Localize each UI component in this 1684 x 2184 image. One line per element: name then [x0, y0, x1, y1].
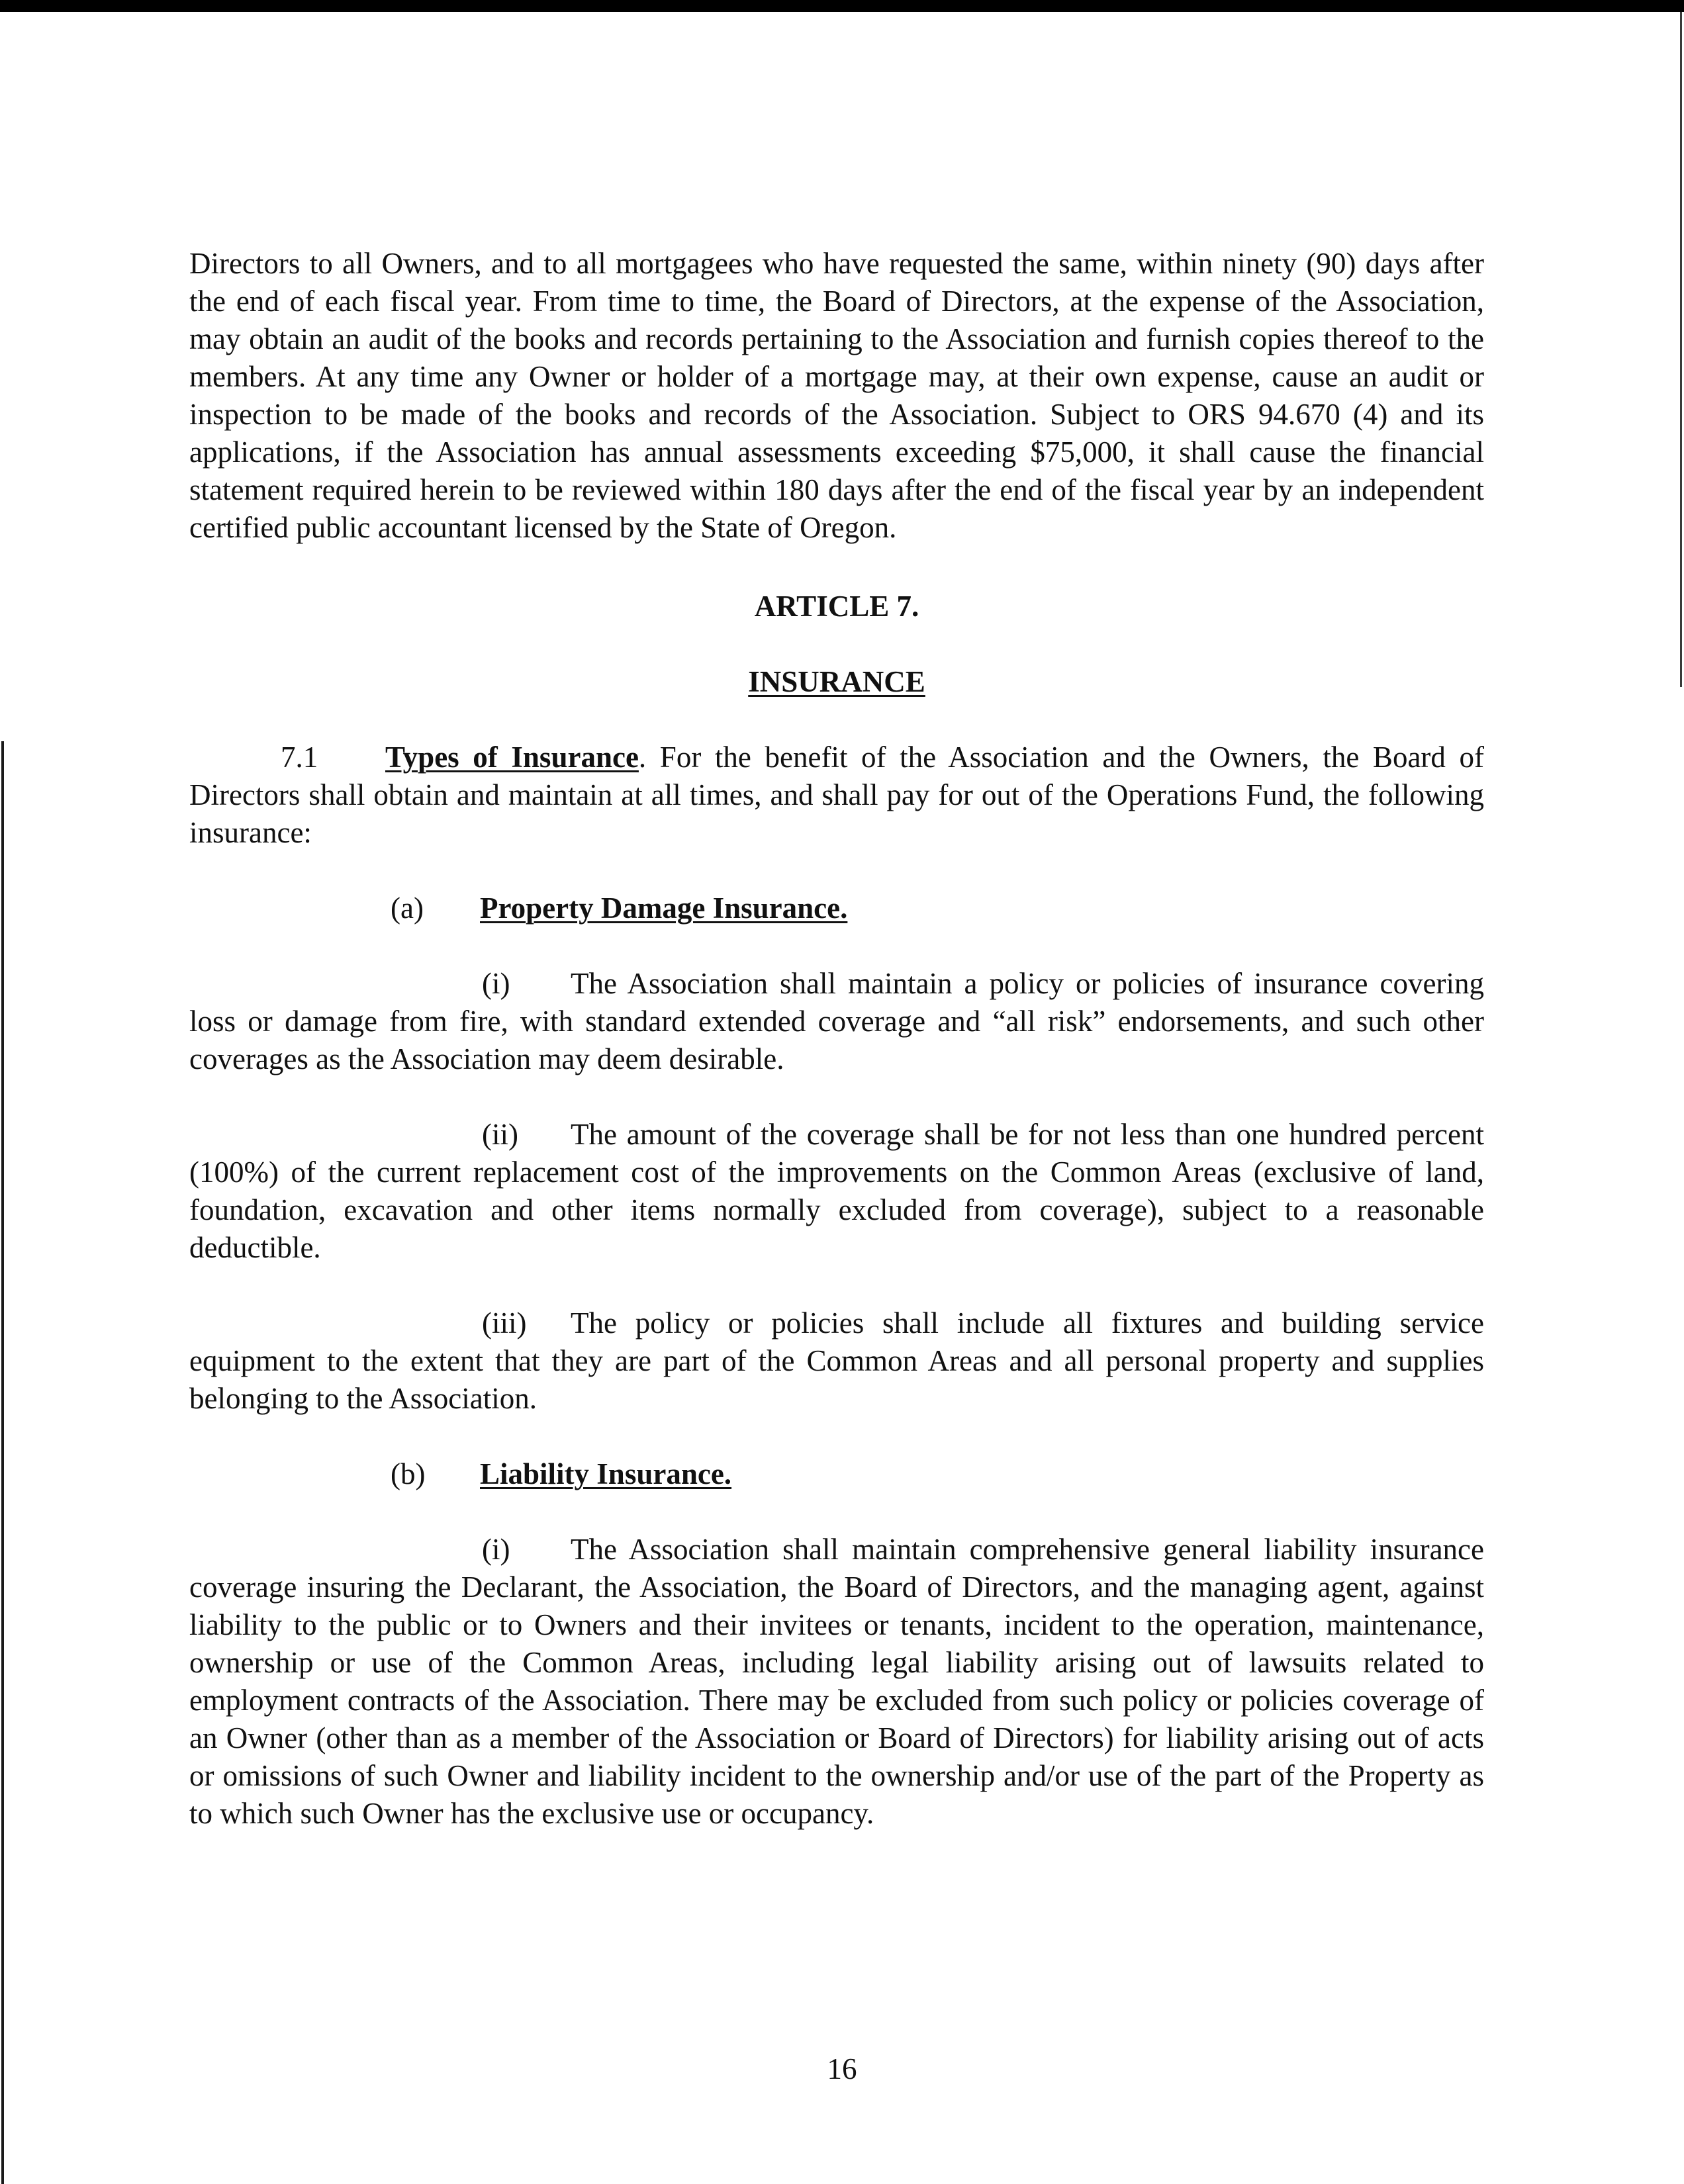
subsection-a-heading [391, 889, 1484, 927]
section-heading: Types of Insurance [385, 741, 639, 774]
section-number: 7.1 [281, 741, 318, 774]
subsection-a-item-i [189, 965, 1484, 1078]
item-text: The Association shall maintain a policy or policies of insurance covering loss or damage from fire, with standard extended coverage and “all risk” endorsements, and such other coverages as the Association may deem desirable. [189, 967, 1484, 1075]
item-label: (iii) [482, 1306, 527, 1340]
item-text: The amount of the coverage shall be for not less than one hundred percent (100%) of the current replacement cost of the improvements on the Common Areas (exclusive of land, foundation, excavation and other items normally excluded from coverage), subject to a reasonable deductible. [189, 1118, 1484, 1264]
item-label: (i) [482, 967, 510, 1000]
scan-border-right [1680, 12, 1682, 687]
subsection-a-item-ii [189, 1116, 1484, 1267]
document-body [189, 245, 1484, 1833]
continuation-paragraph: Directors to all Owners, and to all mortgagees who have requested the same, within ninety (90) days after the end of each fiscal year. From time to time, the Board of Directors, at the expense of the Association, may obtain an audit of the books and records pertaining to the Association and furnish copies thereof to the members. At any time any Owner or holder of a mortgage may, at their own expense, cause an audit or inspection to be made of the books and records of the Association. Subject to ORS 94.670 (4) and its applications, if the Association has annual assessments exceeding $75,000, it shall cause the financial statement required herein to be reviewed within 180 days after the end of the fiscal year by an independent certified public accountant licensed by the State of Oregon. [189, 247, 1484, 544]
scan-border-left [1, 741, 4, 2184]
item-label: (ii) [482, 1118, 518, 1151]
item-text: The policy or policies shall include all fixtures and building service equipment to the extent that they are part of the Common Areas and all personal property and supplies belonging to the Association. [189, 1306, 1484, 1415]
item-text: The Association shall maintain comprehensive general liability insurance coverage insuring the Declarant, the Association, the Board of Directors, and the managing agent, against liability to the public or to Owners and their invitees or tenants, incident to the operation, maintenance, ownership or use of the Common Areas, including legal liability arising out of lawsuits related to employment contracts of the Association. There may be excluded from such policy or policies coverage of an Owner (other than as a member of the Association or Board of Directors) for liability arising out of acts or omissions of such Owner and liability incident to the ownership and/or use of the part of the Property as to which such Owner has the exclusive use or occupancy. [189, 1533, 1484, 1830]
page-number: 16 [827, 2052, 857, 2085]
subsection-a-title: Property Damage Insurance. [480, 891, 848, 925]
section-text: For the benefit of the Association and the Owners, the Board of Directors shall obtain and maintain at all times, and shall pay for out of the Operations Fund, the following insurance: [189, 741, 1485, 849]
subsection-b-title: Liability Insurance. [480, 1457, 732, 1490]
subsection-b-heading [391, 1455, 1484, 1493]
subsection-a-label: (a) [391, 891, 424, 925]
section-7-1 [189, 739, 1484, 852]
article-title [189, 663, 1484, 701]
section-heading-punct: . [638, 741, 647, 774]
scan-border-top [0, 0, 1684, 12]
subsection-b-label: (b) [391, 1457, 426, 1490]
subsection-b-item-i [189, 1531, 1484, 1833]
article-title-text: INSURANCE [748, 665, 925, 698]
article-number: ARTICLE 7. [754, 590, 919, 623]
subsection-a-item-iii [189, 1304, 1484, 1418]
item-label: (i) [482, 1533, 510, 1566]
